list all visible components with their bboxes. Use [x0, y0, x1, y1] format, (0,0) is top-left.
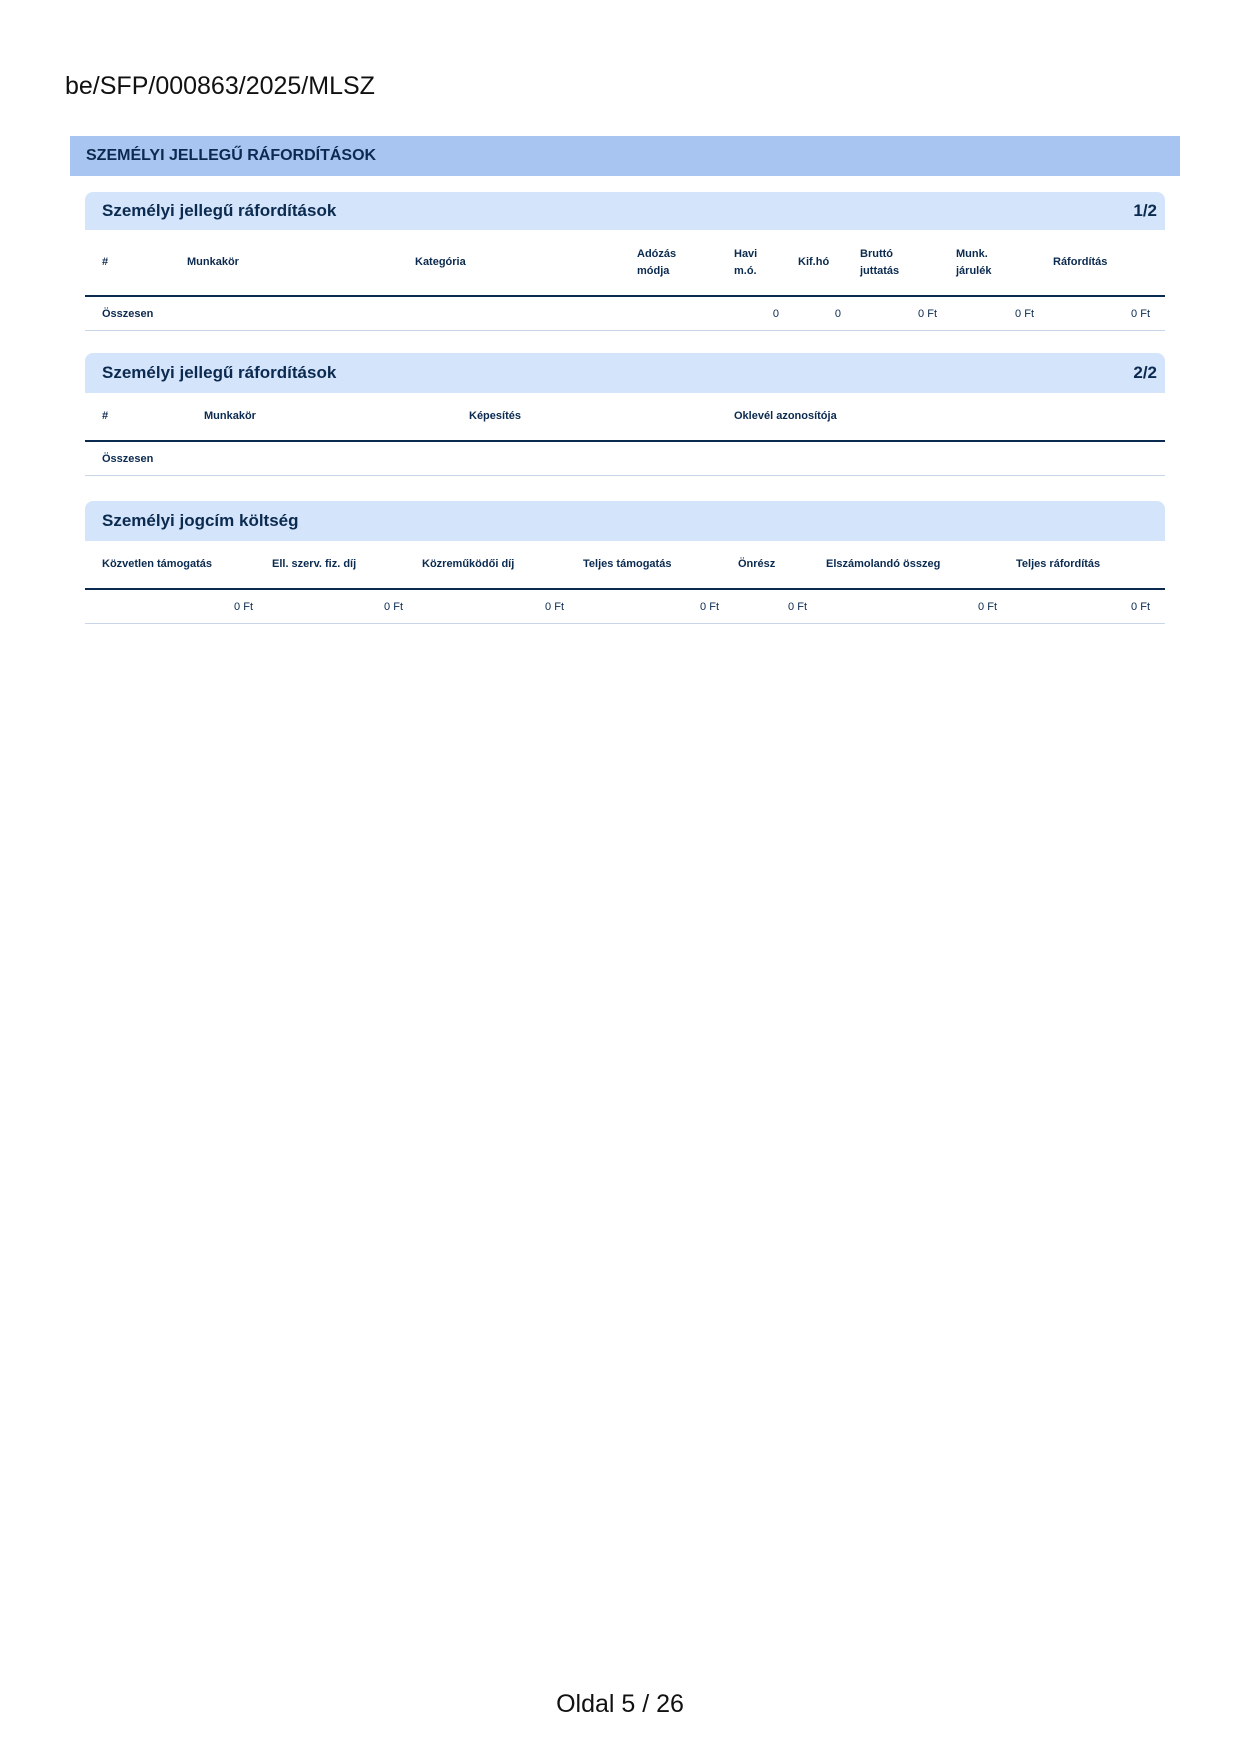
- personal-expenses-panel-1: [85, 192, 1165, 331]
- page-footer: Oldal 5 / 26: [556, 1690, 684, 1718]
- panel-title: Személyi jellegű ráfordítások: [102, 363, 337, 382]
- section-header: [70, 136, 1180, 176]
- col-kozvetlen-tamogatas: Közvetlen támogatás: [85, 541, 268, 589]
- qualifications-table: [85, 393, 1165, 476]
- col-elszamolando-osszeg: Elszámolandó összeg: [822, 541, 1012, 589]
- total-row: [85, 441, 1165, 476]
- table-header-row: [85, 541, 1165, 589]
- value-teljes-tamogatas: 0 Ft: [579, 589, 734, 624]
- col-munkakor: Munkakör: [200, 393, 465, 441]
- value-teljes-raforditas: 0 Ft: [1012, 589, 1165, 624]
- col-brutto-juttatas: Bruttó juttatás: [856, 230, 952, 296]
- col-kepesites: Képesítés: [465, 393, 730, 441]
- value-elszamolando-osszeg: 0 Ft: [822, 589, 1012, 624]
- panel-header: [85, 501, 1165, 541]
- total-label: Összesen: [85, 296, 183, 331]
- section-title: SZEMÉLYI JELLEGŰ RÁFORDÍTÁSOK: [86, 147, 377, 164]
- col-oklevel-azonosito: Oklevél azonosítója: [730, 393, 1165, 441]
- panel-page-indicator: 2/2: [1133, 363, 1157, 382]
- personal-cost-table: [85, 541, 1165, 624]
- panel-page-indicator: 1/2: [1133, 201, 1157, 220]
- col-teljes-tamogatas: Teljes támogatás: [579, 541, 734, 589]
- col-adozas-modja: Adózás módja: [633, 230, 730, 296]
- total-munk-jarulek: 0 Ft: [952, 296, 1049, 331]
- document-id: be/SFP/000863/2025/MLSZ: [65, 72, 375, 100]
- panel-header: [85, 192, 1165, 230]
- col-kozremukodoi-dij: Közreműködői díj: [418, 541, 579, 589]
- panel-title: Személyi jogcím költség: [102, 511, 299, 530]
- col-munk-jarulek: Munk. járulék: [952, 230, 1049, 296]
- panel-title: Személyi jellegű ráfordítások: [102, 201, 337, 220]
- col-number: #: [85, 230, 183, 296]
- total-row: [85, 296, 1165, 331]
- table-header-row: [85, 393, 1165, 441]
- col-teljes-raforditas: Teljes ráfordítás: [1012, 541, 1165, 589]
- personal-expenses-panel-2: [85, 353, 1165, 476]
- value-ell-szerv-fiz-dij: 0 Ft: [268, 589, 418, 624]
- value-onresz: 0 Ft: [734, 589, 822, 624]
- table-header-row: [85, 230, 1165, 296]
- value-kozvetlen-tamogatas: 0 Ft: [85, 589, 268, 624]
- col-kategoria: Kategória: [411, 230, 633, 296]
- col-raforditas: Ráfordítás: [1049, 230, 1165, 296]
- total-havi: 0: [730, 296, 794, 331]
- panel-header: [85, 353, 1165, 393]
- total-raforditas: 0 Ft: [1049, 296, 1165, 331]
- col-munkakor: Munkakör: [183, 230, 411, 296]
- total-brutto: 0 Ft: [856, 296, 952, 331]
- col-onresz: Önrész: [734, 541, 822, 589]
- col-number: #: [85, 393, 200, 441]
- total-label: Összesen: [85, 441, 200, 476]
- col-ell-szerv-fiz-dij: Ell. szerv. fiz. díj: [268, 541, 418, 589]
- personal-cost-panel: [85, 501, 1165, 624]
- personal-expenses-table: [85, 230, 1165, 331]
- values-row: [85, 589, 1165, 624]
- value-kozremukodoi-dij: 0 Ft: [418, 589, 579, 624]
- total-kifho: 0: [794, 296, 856, 331]
- col-havi-mo: Havi m.ó.: [730, 230, 794, 296]
- col-kifho: Kif.hó: [794, 230, 856, 296]
